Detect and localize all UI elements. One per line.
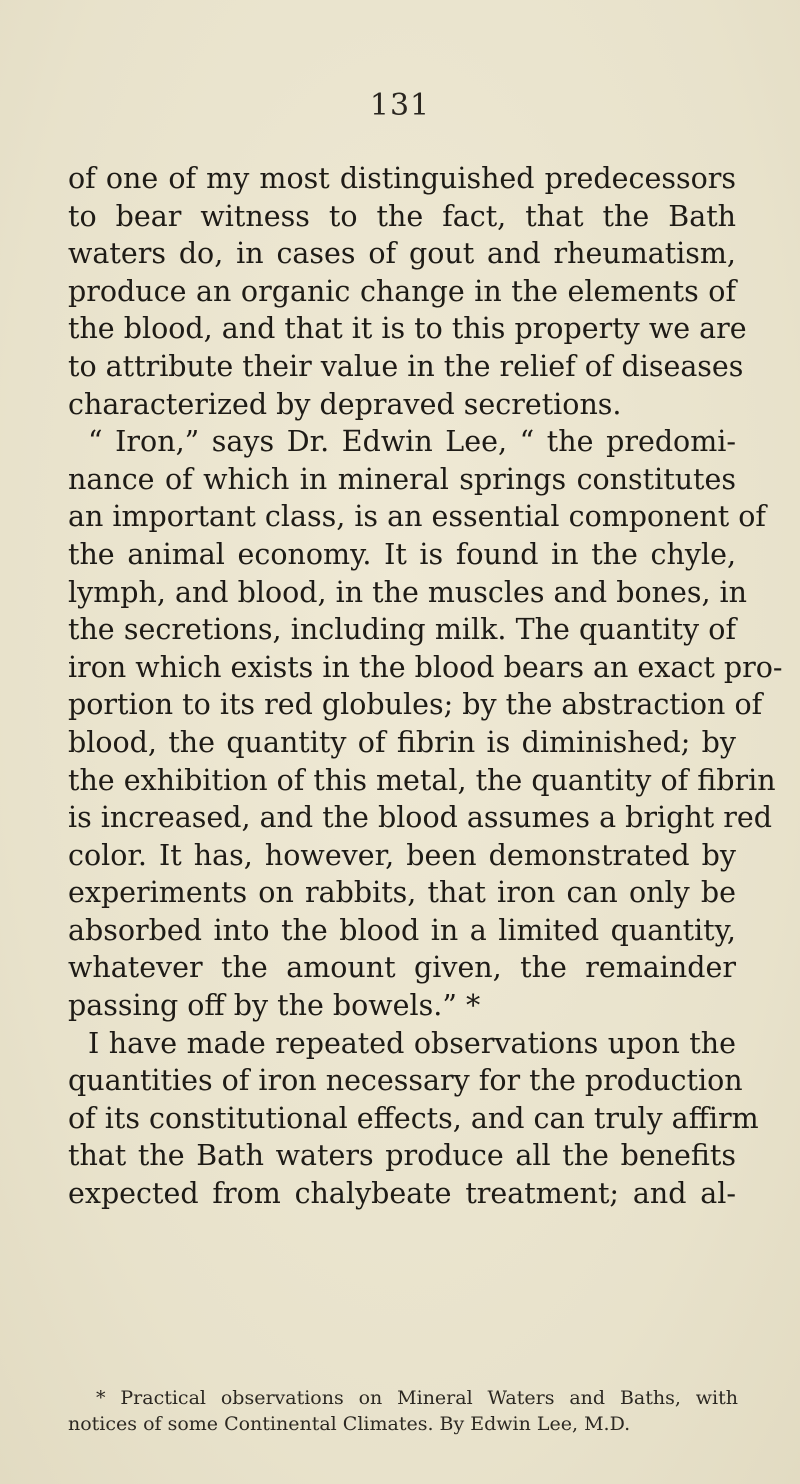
text-line: blood, the quantity of fibrin is diminished; by [68,725,736,759]
text-line: is increased, and the blood assumes a bright red [68,801,772,835]
text-line: characterized by depraved secretions. [68,387,622,421]
text-line: I have made repeated observations upon the [88,1026,736,1060]
text-line: to bear witness to the fact, that the Bath [68,199,736,233]
text-line: the blood, and that it is to this property we are [68,312,747,346]
text-line: an important class, is an essential component of [68,500,766,534]
text-line: produce an organic change in the elements of [68,274,736,308]
text-line: the exhibition of this metal, the quantity of fibrin [68,763,776,797]
text-line: waters do, in cases of gout and rheumatism, [68,237,736,271]
text-line: quantities of iron necessary for the production [68,1064,743,1098]
text-line: lymph, and blood, in the muscles and bones, in [68,575,748,609]
text-line: nance of which in mineral springs constitutes [68,462,736,496]
text-line: that the Bath waters produce all the benefits [68,1139,736,1173]
page-number: 131 [369,88,431,123]
text-line: of its constitutional effects, and can truly affirm [68,1101,759,1135]
text-line: the animal economy. It is found in the chyle, [68,537,736,571]
text-line: experiments on rabbits, that iron can only be [68,876,736,910]
text-line: whatever the amount given, the remainder [68,951,736,985]
text-line: expected from chalybeate treatment; and al- [68,1177,736,1211]
text-line: absorbed into the blood in a limited quantity, [68,913,736,947]
footnote [68,1385,738,1437]
footnote-line: notices of some Continental Climates. By Edwin Lee, M.D. [68,1413,631,1435]
footnote-line: * Practical observations on Mineral Waters and Baths, with [96,1387,738,1409]
text-line: the secretions, including milk. The quantity of [68,613,736,647]
text-line: passing off by the bowels.” * [68,989,481,1023]
text-line: portion to its red globules; by the abstraction of [68,688,763,722]
text-line: to attribute their value in the relief of diseases [68,349,744,383]
text-line: iron which exists in the blood bears an exact pro- [68,650,783,684]
text-line: color. It has, however, been demonstrated by [68,838,736,872]
text-line: of one of my most distinguished predecessors [68,162,736,195]
text-line: “ Iron,” says Dr. Edwin Lee, “ the predomi- [88,425,736,459]
body-text [68,160,783,1213]
